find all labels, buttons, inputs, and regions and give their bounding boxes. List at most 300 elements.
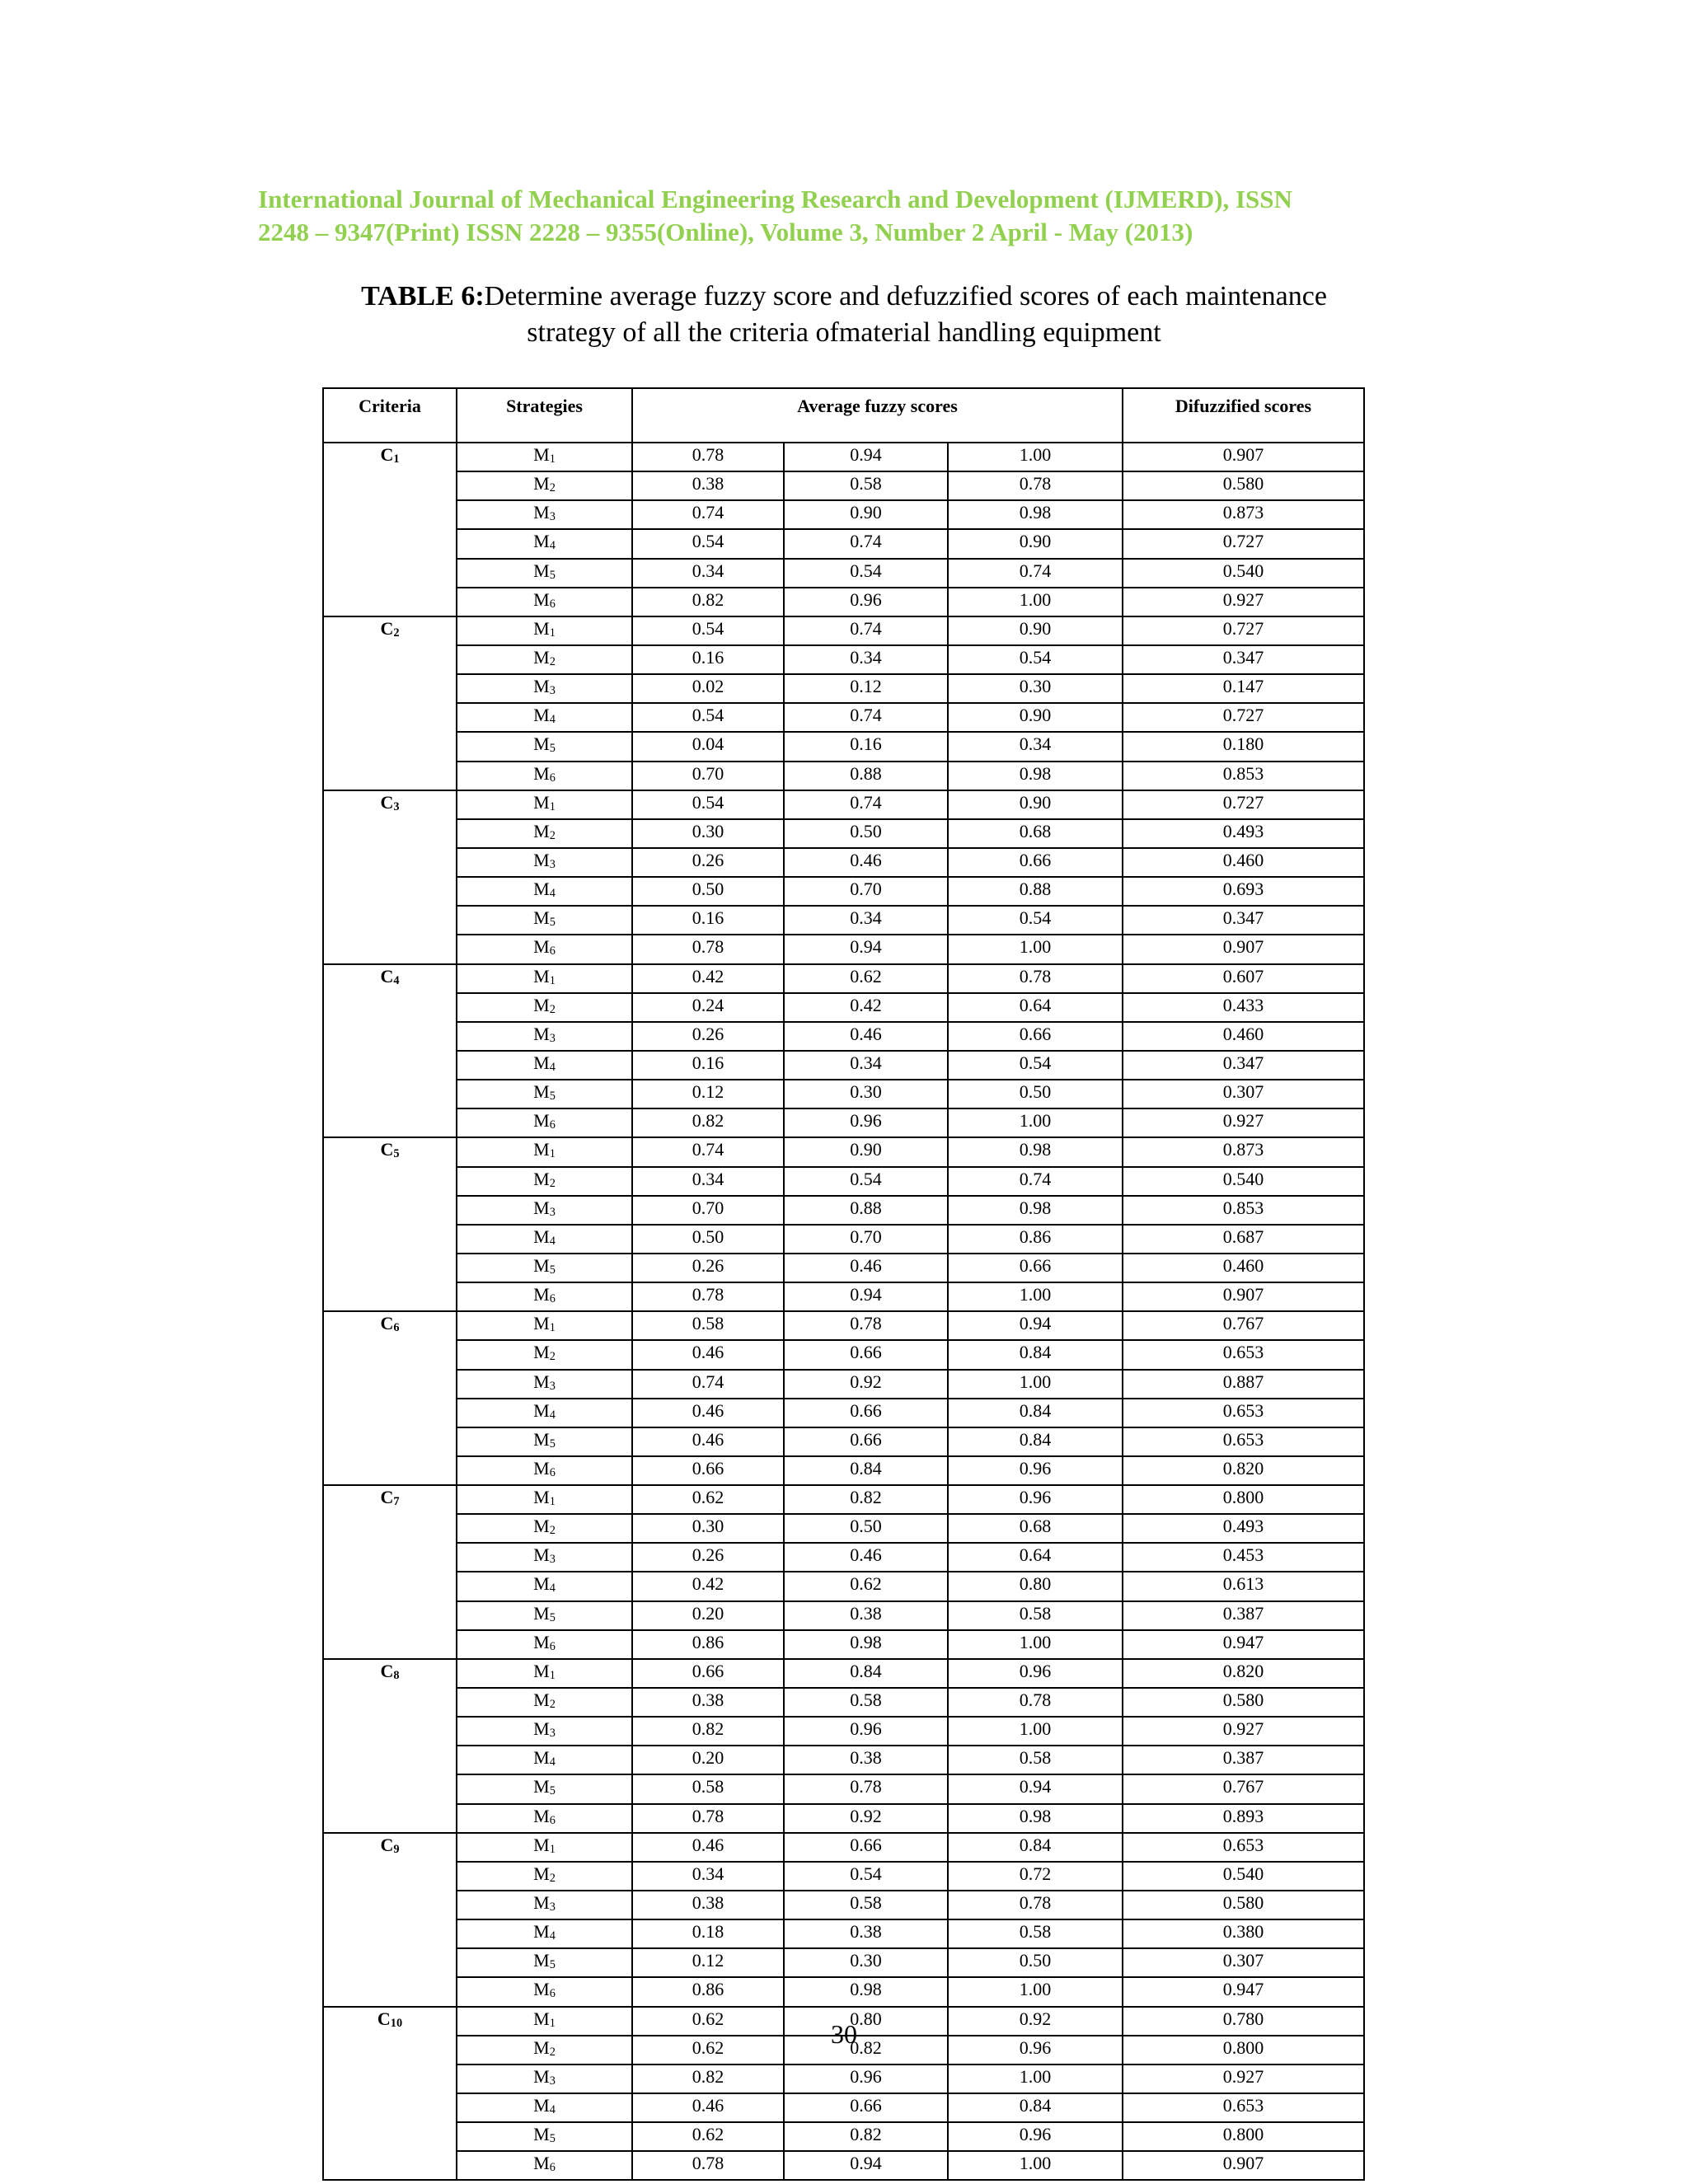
strategy-cell bbox=[457, 1862, 632, 1891]
strategy-letter: M bbox=[533, 2153, 550, 2174]
defuzzified-score-cell: 0.433 bbox=[1123, 993, 1364, 1022]
fuzzy-score-mid-cell: 0.98 bbox=[784, 1977, 948, 2006]
fuzzy-score-mid-cell: 0.74 bbox=[784, 616, 948, 645]
defuzzified-score-cell: 0.613 bbox=[1123, 1572, 1364, 1601]
strategy-subscript: 6 bbox=[549, 1118, 556, 1132]
defuzzified-score-cell: 0.853 bbox=[1123, 1196, 1364, 1225]
fuzzy-score-high-cell: 0.84 bbox=[948, 2093, 1123, 2122]
defuzzified-score-cell: 0.540 bbox=[1123, 559, 1364, 588]
table-row bbox=[323, 1311, 1364, 1340]
strategy-subscript: 2 bbox=[549, 1698, 556, 1712]
strategy-cell bbox=[457, 674, 632, 703]
strategy-letter: M bbox=[533, 2036, 550, 2058]
fuzzy-score-mid-cell: 0.54 bbox=[784, 559, 948, 588]
strategy-subscript: 3 bbox=[549, 1900, 556, 1915]
strategy-subscript: 4 bbox=[549, 1234, 556, 1248]
fuzzy-score-low-cell: 0.78 bbox=[632, 1804, 784, 1833]
strategy-cell bbox=[457, 1370, 632, 1399]
strategy-subscript: 3 bbox=[549, 1031, 556, 1045]
journal-header-line-2: 2248 – 9347(Print) ISSN 2228 – 9355(Online), Volume 3, Number 2 April - May (2013) bbox=[258, 218, 1193, 246]
defuzzified-score-cell: 0.927 bbox=[1123, 2064, 1364, 2093]
strategy-cell bbox=[457, 906, 632, 935]
strategy-letter: M bbox=[533, 820, 550, 841]
fuzzy-score-low-cell: 0.46 bbox=[632, 1427, 784, 1456]
strategy-cell bbox=[457, 500, 632, 529]
strategy-subscript: 6 bbox=[549, 771, 556, 785]
fuzzy-score-low-cell: 0.86 bbox=[632, 1977, 784, 2006]
fuzzy-score-low-cell: 0.86 bbox=[632, 1630, 784, 1659]
strategy-subscript: 5 bbox=[549, 2132, 556, 2146]
strategy-subscript: 6 bbox=[549, 1292, 556, 1306]
strategy-cell bbox=[457, 703, 632, 732]
fuzzy-score-high-cell: 0.58 bbox=[948, 1601, 1123, 1630]
fuzzy-score-low-cell: 0.02 bbox=[632, 674, 784, 703]
strategy-letter: M bbox=[533, 531, 550, 552]
criteria-letter: C bbox=[380, 1660, 394, 1681]
criteria-letter: C bbox=[380, 1313, 394, 1334]
fuzzy-score-low-cell: 0.82 bbox=[632, 1108, 784, 1137]
table-row bbox=[323, 1051, 1364, 1080]
strategy-subscript: 4 bbox=[549, 1582, 556, 1596]
strategy-subscript: 3 bbox=[549, 1727, 556, 1741]
strategy-letter: M bbox=[533, 560, 550, 581]
strategy-subscript: 6 bbox=[549, 1813, 556, 1827]
fuzzy-score-low-cell: 0.78 bbox=[632, 1282, 784, 1311]
table-row bbox=[323, 645, 1364, 674]
strategy-subscript: 2 bbox=[549, 481, 556, 495]
strategy-letter: M bbox=[533, 588, 550, 610]
defuzzified-score-cell: 0.180 bbox=[1123, 732, 1364, 761]
defuzzified-score-cell: 0.800 bbox=[1123, 2036, 1364, 2064]
fuzzy-score-high-cell: 0.50 bbox=[948, 1080, 1123, 1108]
strategy-subscript: 2 bbox=[549, 828, 556, 842]
fuzzy-score-high-cell: 0.78 bbox=[948, 1688, 1123, 1717]
fuzzy-score-mid-cell: 0.70 bbox=[784, 877, 948, 906]
fuzzy-score-high-cell: 0.58 bbox=[948, 1746, 1123, 1774]
strategy-cell bbox=[457, 762, 632, 790]
fuzzy-score-mid-cell: 0.88 bbox=[784, 762, 948, 790]
fuzzy-score-mid-cell: 0.12 bbox=[784, 674, 948, 703]
fuzzy-score-high-cell: 1.00 bbox=[948, 1370, 1123, 1399]
defuzzified-score-cell: 0.607 bbox=[1123, 964, 1364, 993]
strategy-letter: M bbox=[533, 2124, 550, 2145]
strategy-subscript: 2 bbox=[549, 1002, 556, 1016]
strategy-letter: M bbox=[533, 1023, 550, 1044]
defuzzified-score-cell: 0.460 bbox=[1123, 1022, 1364, 1051]
defuzzified-score-cell: 0.820 bbox=[1123, 1456, 1364, 1485]
journal-header-line-1: International Journal of Mechanical Engineering Research and Development (IJMERD), ISSN bbox=[258, 185, 1292, 213]
fuzzy-score-low-cell: 0.42 bbox=[632, 964, 784, 993]
strategy-subscript: 5 bbox=[549, 1090, 556, 1104]
strategy-cell bbox=[457, 2093, 632, 2122]
fuzzy-score-high-cell: 1.00 bbox=[948, 1630, 1123, 1659]
fuzzy-score-low-cell: 0.78 bbox=[632, 2151, 784, 2180]
table-row bbox=[323, 1254, 1364, 1282]
strategy-cell bbox=[457, 1774, 632, 1803]
fuzzy-score-mid-cell: 0.58 bbox=[784, 1891, 948, 1919]
table-caption bbox=[247, 279, 1441, 351]
strategy-cell bbox=[457, 964, 632, 993]
defuzzified-score-cell: 0.653 bbox=[1123, 1427, 1364, 1456]
defuzzified-score-cell: 0.820 bbox=[1123, 1659, 1364, 1688]
fuzzy-score-high-cell: 0.98 bbox=[948, 500, 1123, 529]
strategy-letter: M bbox=[533, 936, 550, 958]
fuzzy-score-mid-cell: 0.74 bbox=[784, 529, 948, 558]
strategy-cell bbox=[457, 1456, 632, 1485]
defuzzified-score-cell: 0.460 bbox=[1123, 1254, 1364, 1282]
table-row bbox=[323, 616, 1364, 645]
fuzzy-score-high-cell: 0.90 bbox=[948, 790, 1123, 819]
fuzzy-score-mid-cell: 0.74 bbox=[784, 703, 948, 732]
strategy-cell bbox=[457, 935, 632, 963]
fuzzy-score-high-cell: 0.58 bbox=[948, 1919, 1123, 1948]
defuzzified-score-cell: 0.540 bbox=[1123, 1167, 1364, 1196]
strategy-cell bbox=[457, 732, 632, 761]
table-row bbox=[323, 935, 1364, 963]
fuzzy-score-low-cell: 0.04 bbox=[632, 732, 784, 761]
fuzzy-score-high-cell: 0.98 bbox=[948, 762, 1123, 790]
strategy-letter: M bbox=[533, 1950, 550, 1971]
strategy-cell bbox=[457, 1340, 632, 1369]
defuzzified-score-cell: 0.907 bbox=[1123, 935, 1364, 963]
table-row bbox=[323, 1659, 1364, 1688]
defuzzified-score-cell: 0.687 bbox=[1123, 1225, 1364, 1254]
fuzzy-score-low-cell: 0.78 bbox=[632, 935, 784, 963]
fuzzy-score-low-cell: 0.66 bbox=[632, 1659, 784, 1688]
fuzzy-score-mid-cell: 0.84 bbox=[784, 1456, 948, 1485]
fuzzy-score-low-cell: 0.24 bbox=[632, 993, 784, 1022]
fuzzy-score-mid-cell: 0.78 bbox=[784, 1311, 948, 1340]
table-row bbox=[323, 1543, 1364, 1572]
defuzzified-score-cell: 0.653 bbox=[1123, 1340, 1364, 1369]
criteria-letter: C bbox=[380, 1834, 394, 1855]
fuzzy-score-mid-cell: 0.58 bbox=[784, 471, 948, 500]
strategy-letter: M bbox=[533, 1516, 550, 1537]
table-row bbox=[323, 790, 1364, 819]
defuzzified-score-cell: 0.873 bbox=[1123, 500, 1364, 529]
strategy-subscript: 3 bbox=[549, 1553, 556, 1567]
strategy-letter: M bbox=[533, 1544, 550, 1566]
defuzzified-score-cell: 0.800 bbox=[1123, 1485, 1364, 1514]
fuzzy-score-low-cell: 0.46 bbox=[632, 2093, 784, 2122]
criteria-subscript: 9 bbox=[393, 1842, 400, 1856]
table-row bbox=[323, 1833, 1364, 1862]
fuzzy-score-high-cell: 0.68 bbox=[948, 1514, 1123, 1543]
fuzzy-score-mid-cell: 0.42 bbox=[784, 993, 948, 1022]
table-row bbox=[323, 471, 1364, 500]
fuzzy-score-mid-cell: 0.30 bbox=[784, 1948, 948, 1977]
fuzzy-score-mid-cell: 0.96 bbox=[784, 588, 948, 616]
fuzzy-score-high-cell: 0.84 bbox=[948, 1340, 1123, 1369]
fuzzy-score-low-cell: 0.34 bbox=[632, 1167, 784, 1196]
strategy-letter: M bbox=[533, 2095, 550, 2116]
fuzzy-score-mid-cell: 0.66 bbox=[784, 1340, 948, 1369]
fuzzy-score-low-cell: 0.78 bbox=[632, 443, 784, 471]
strategy-cell bbox=[457, 645, 632, 674]
strategy-cell bbox=[457, 1254, 632, 1282]
strategy-subscript: 4 bbox=[549, 1408, 556, 1422]
table-row bbox=[323, 1919, 1364, 1948]
strategy-letter: M bbox=[533, 676, 550, 697]
strategy-cell bbox=[457, 1137, 632, 1166]
fuzzy-score-low-cell: 0.50 bbox=[632, 877, 784, 906]
fuzzy-score-mid-cell: 0.50 bbox=[784, 819, 948, 848]
strategy-subscript: 3 bbox=[549, 1205, 556, 1219]
fuzzy-score-mid-cell: 0.30 bbox=[784, 1080, 948, 1108]
strategy-letter: M bbox=[533, 617, 550, 639]
defuzzified-score-cell: 0.307 bbox=[1123, 1080, 1364, 1108]
strategy-cell bbox=[457, 1572, 632, 1601]
defuzzified-score-cell: 0.693 bbox=[1123, 877, 1364, 906]
table-row bbox=[323, 732, 1364, 761]
table-row bbox=[323, 1804, 1364, 1833]
fuzzy-score-high-cell: 0.64 bbox=[948, 993, 1123, 1022]
fuzzy-score-low-cell: 0.20 bbox=[632, 1601, 784, 1630]
strategy-cell bbox=[457, 2151, 632, 2180]
strategy-subscript: 5 bbox=[549, 1958, 556, 1972]
strategy-subscript: 6 bbox=[549, 2161, 556, 2175]
strategy-cell bbox=[457, 1746, 632, 1774]
table-row bbox=[323, 1399, 1364, 1427]
fuzzy-score-low-cell: 0.54 bbox=[632, 790, 784, 819]
strategy-cell bbox=[457, 1427, 632, 1456]
table-row bbox=[323, 1167, 1364, 1196]
fuzzy-score-high-cell: 1.00 bbox=[948, 2064, 1123, 2093]
fuzzy-score-low-cell: 0.82 bbox=[632, 2064, 784, 2093]
fuzzy-score-mid-cell: 0.16 bbox=[784, 732, 948, 761]
strategy-letter: M bbox=[533, 1921, 550, 1943]
table-caption-text-1: Determine average fuzzy score and defuzzified scores of each maintenance bbox=[484, 281, 1327, 312]
defuzzified-score-cell: 0.460 bbox=[1123, 848, 1364, 877]
strategy-cell bbox=[457, 1196, 632, 1225]
fuzzy-score-low-cell: 0.58 bbox=[632, 1311, 784, 1340]
defuzzified-score-cell: 0.907 bbox=[1123, 443, 1364, 471]
fuzzy-score-high-cell: 0.90 bbox=[948, 703, 1123, 732]
defuzzified-score-cell: 0.147 bbox=[1123, 674, 1364, 703]
fuzzy-scores-table bbox=[322, 387, 1365, 2181]
table-row bbox=[323, 559, 1364, 588]
fuzzy-score-high-cell: 1.00 bbox=[948, 1977, 1123, 2006]
defuzzified-score-cell: 0.380 bbox=[1123, 1919, 1364, 1948]
defuzzified-score-cell: 0.347 bbox=[1123, 645, 1364, 674]
fuzzy-score-low-cell: 0.54 bbox=[632, 703, 784, 732]
strategy-letter: M bbox=[533, 965, 550, 987]
fuzzy-score-low-cell: 0.58 bbox=[632, 1774, 784, 1803]
strategy-cell bbox=[457, 790, 632, 819]
strategy-letter: M bbox=[533, 1892, 550, 1914]
fuzzy-score-low-cell: 0.16 bbox=[632, 645, 784, 674]
fuzzy-score-high-cell: 0.98 bbox=[948, 1804, 1123, 1833]
defuzzified-score-cell: 0.540 bbox=[1123, 1862, 1364, 1891]
fuzzy-score-high-cell: 1.00 bbox=[948, 935, 1123, 963]
fuzzy-score-low-cell: 0.26 bbox=[632, 1543, 784, 1572]
fuzzy-score-high-cell: 0.50 bbox=[948, 1948, 1123, 1977]
defuzzified-score-cell: 0.387 bbox=[1123, 1746, 1364, 1774]
strategy-letter: M bbox=[533, 1110, 550, 1132]
fuzzy-score-low-cell: 0.26 bbox=[632, 1254, 784, 1282]
strategy-subscript: 5 bbox=[549, 568, 556, 582]
strategy-letter: M bbox=[533, 1052, 550, 1073]
strategy-cell bbox=[457, 2122, 632, 2151]
fuzzy-score-high-cell: 0.94 bbox=[948, 1774, 1123, 1803]
fuzzy-score-low-cell: 0.12 bbox=[632, 1080, 784, 1108]
table-row bbox=[323, 1717, 1364, 1746]
defuzzified-score-cell: 0.927 bbox=[1123, 1717, 1364, 1746]
table-row bbox=[323, 2151, 1364, 2180]
table-row bbox=[323, 674, 1364, 703]
fuzzy-score-mid-cell: 0.46 bbox=[784, 1254, 948, 1282]
fuzzy-score-mid-cell: 0.96 bbox=[784, 1717, 948, 1746]
table-row bbox=[323, 1688, 1364, 1717]
table-row bbox=[323, 529, 1364, 558]
fuzzy-score-mid-cell: 0.82 bbox=[784, 2036, 948, 2064]
defuzzified-score-cell: 0.893 bbox=[1123, 1804, 1364, 1833]
fuzzy-score-mid-cell: 0.94 bbox=[784, 2151, 948, 2180]
criteria-subscript: 5 bbox=[393, 1147, 400, 1161]
fuzzy-score-low-cell: 0.26 bbox=[632, 848, 784, 877]
strategy-letter: M bbox=[533, 1805, 550, 1826]
table-row bbox=[323, 1080, 1364, 1108]
fuzzy-score-high-cell: 0.90 bbox=[948, 616, 1123, 645]
table-row bbox=[323, 1630, 1364, 1659]
fuzzy-score-low-cell: 0.66 bbox=[632, 1456, 784, 1485]
strategy-cell bbox=[457, 877, 632, 906]
defuzzified-score-cell: 0.347 bbox=[1123, 1051, 1364, 1080]
strategy-letter: M bbox=[533, 1602, 550, 1624]
strategy-letter: M bbox=[533, 1747, 550, 1769]
strategy-letter: M bbox=[533, 1254, 550, 1276]
strategy-letter: M bbox=[533, 1428, 550, 1450]
strategy-subscript: 4 bbox=[549, 539, 556, 553]
table-row bbox=[323, 588, 1364, 616]
strategy-subscript: 1 bbox=[549, 1669, 556, 1683]
fuzzy-score-high-cell: 0.90 bbox=[948, 529, 1123, 558]
fuzzy-score-high-cell: 1.00 bbox=[948, 1717, 1123, 1746]
strategy-cell bbox=[457, 1630, 632, 1659]
strategy-cell bbox=[457, 819, 632, 848]
defuzzified-score-cell: 0.800 bbox=[1123, 2122, 1364, 2151]
strategy-cell bbox=[457, 1919, 632, 1948]
strategy-cell bbox=[457, 559, 632, 588]
strategy-letter: M bbox=[533, 1690, 550, 1711]
strategy-cell bbox=[457, 1977, 632, 2006]
strategy-cell bbox=[457, 1659, 632, 1688]
strategy-letter: M bbox=[533, 762, 550, 784]
defuzzified-score-cell: 0.727 bbox=[1123, 529, 1364, 558]
criteria-cell bbox=[323, 443, 457, 616]
fuzzy-score-mid-cell: 0.46 bbox=[784, 1543, 948, 1572]
table-row bbox=[323, 1022, 1364, 1051]
strategy-cell bbox=[457, 443, 632, 471]
criteria-letter: C bbox=[380, 617, 394, 639]
fuzzy-score-high-cell: 0.78 bbox=[948, 1891, 1123, 1919]
fuzzy-score-low-cell: 0.46 bbox=[632, 1340, 784, 1369]
fuzzy-score-high-cell: 0.92 bbox=[948, 2007, 1123, 2036]
fuzzy-score-high-cell: 0.64 bbox=[948, 1543, 1123, 1572]
fuzzy-score-low-cell: 0.42 bbox=[632, 1572, 784, 1601]
strategy-letter: M bbox=[533, 1573, 550, 1595]
strategy-cell bbox=[457, 1225, 632, 1254]
table-row bbox=[323, 1108, 1364, 1137]
fuzzy-score-low-cell: 0.46 bbox=[632, 1833, 784, 1862]
strategy-subscript: 2 bbox=[549, 655, 556, 669]
strategy-cell bbox=[457, 1514, 632, 1543]
strategy-letter: M bbox=[533, 502, 550, 523]
table-row bbox=[323, 1340, 1364, 1369]
table-row bbox=[323, 1137, 1364, 1166]
fuzzy-score-low-cell: 0.62 bbox=[632, 2036, 784, 2064]
fuzzy-score-mid-cell: 0.38 bbox=[784, 1919, 948, 1948]
strategy-letter: M bbox=[533, 646, 550, 668]
strategy-subscript: 3 bbox=[549, 1379, 556, 1393]
fuzzy-score-high-cell: 0.54 bbox=[948, 645, 1123, 674]
fuzzy-score-high-cell: 1.00 bbox=[948, 1108, 1123, 1137]
fuzzy-score-high-cell: 0.96 bbox=[948, 1456, 1123, 1485]
strategy-letter: M bbox=[533, 1631, 550, 1652]
strategy-letter: M bbox=[533, 2065, 550, 2087]
table-row bbox=[323, 1282, 1364, 1311]
table-row bbox=[323, 1891, 1364, 1919]
strategy-subscript: 5 bbox=[549, 1263, 556, 1277]
table-row bbox=[323, 848, 1364, 877]
strategy-cell bbox=[457, 1108, 632, 1137]
defuzzified-score-cell: 0.947 bbox=[1123, 1630, 1364, 1659]
fuzzy-score-high-cell: 0.54 bbox=[948, 906, 1123, 935]
fuzzy-score-low-cell: 0.26 bbox=[632, 1022, 784, 1051]
criteria-cell bbox=[323, 790, 457, 964]
strategy-cell bbox=[457, 1688, 632, 1717]
strategy-letter: M bbox=[533, 1660, 550, 1681]
fuzzy-score-low-cell: 0.82 bbox=[632, 1717, 784, 1746]
strategy-letter: M bbox=[533, 2008, 550, 2029]
criteria-subscript: 6 bbox=[393, 1321, 400, 1335]
fuzzy-score-low-cell: 0.20 bbox=[632, 1746, 784, 1774]
criteria-letter: C bbox=[380, 791, 394, 813]
fuzzy-score-mid-cell: 0.94 bbox=[784, 443, 948, 471]
criteria-cell bbox=[323, 1311, 457, 1485]
strategy-subscript: 6 bbox=[549, 944, 556, 958]
fuzzy-score-mid-cell: 0.94 bbox=[784, 935, 948, 963]
strategy-subscript: 1 bbox=[549, 1147, 556, 1161]
table-row bbox=[323, 964, 1364, 993]
fuzzy-score-high-cell: 0.30 bbox=[948, 674, 1123, 703]
strategy-subscript: 3 bbox=[549, 684, 556, 698]
defuzzified-score-cell: 0.387 bbox=[1123, 1601, 1364, 1630]
defuzzified-score-cell: 0.853 bbox=[1123, 762, 1364, 790]
fuzzy-score-high-cell: 0.84 bbox=[948, 1399, 1123, 1427]
fuzzy-score-high-cell: 1.00 bbox=[948, 443, 1123, 471]
strategy-letter: M bbox=[533, 849, 550, 870]
fuzzy-score-low-cell: 0.74 bbox=[632, 1137, 784, 1166]
strategy-subscript: 4 bbox=[549, 887, 556, 901]
criteria-cell bbox=[323, 1833, 457, 2007]
strategy-cell bbox=[457, 1717, 632, 1746]
fuzzy-score-mid-cell: 0.88 bbox=[784, 1196, 948, 1225]
criteria-subscript: 1 bbox=[393, 452, 400, 466]
criteria-letter: C bbox=[380, 1487, 394, 1508]
strategy-cell bbox=[457, 616, 632, 645]
table-row bbox=[323, 1774, 1364, 1803]
strategy-cell bbox=[457, 1051, 632, 1080]
criteria-letter: C bbox=[380, 1139, 394, 1160]
criteria-letter: C bbox=[380, 444, 394, 465]
strategy-cell bbox=[457, 2064, 632, 2093]
fuzzy-score-mid-cell: 0.54 bbox=[784, 1862, 948, 1891]
fuzzy-score-mid-cell: 0.38 bbox=[784, 1601, 948, 1630]
fuzzy-score-mid-cell: 0.34 bbox=[784, 1051, 948, 1080]
table-row bbox=[323, 703, 1364, 732]
strategy-cell bbox=[457, 848, 632, 877]
